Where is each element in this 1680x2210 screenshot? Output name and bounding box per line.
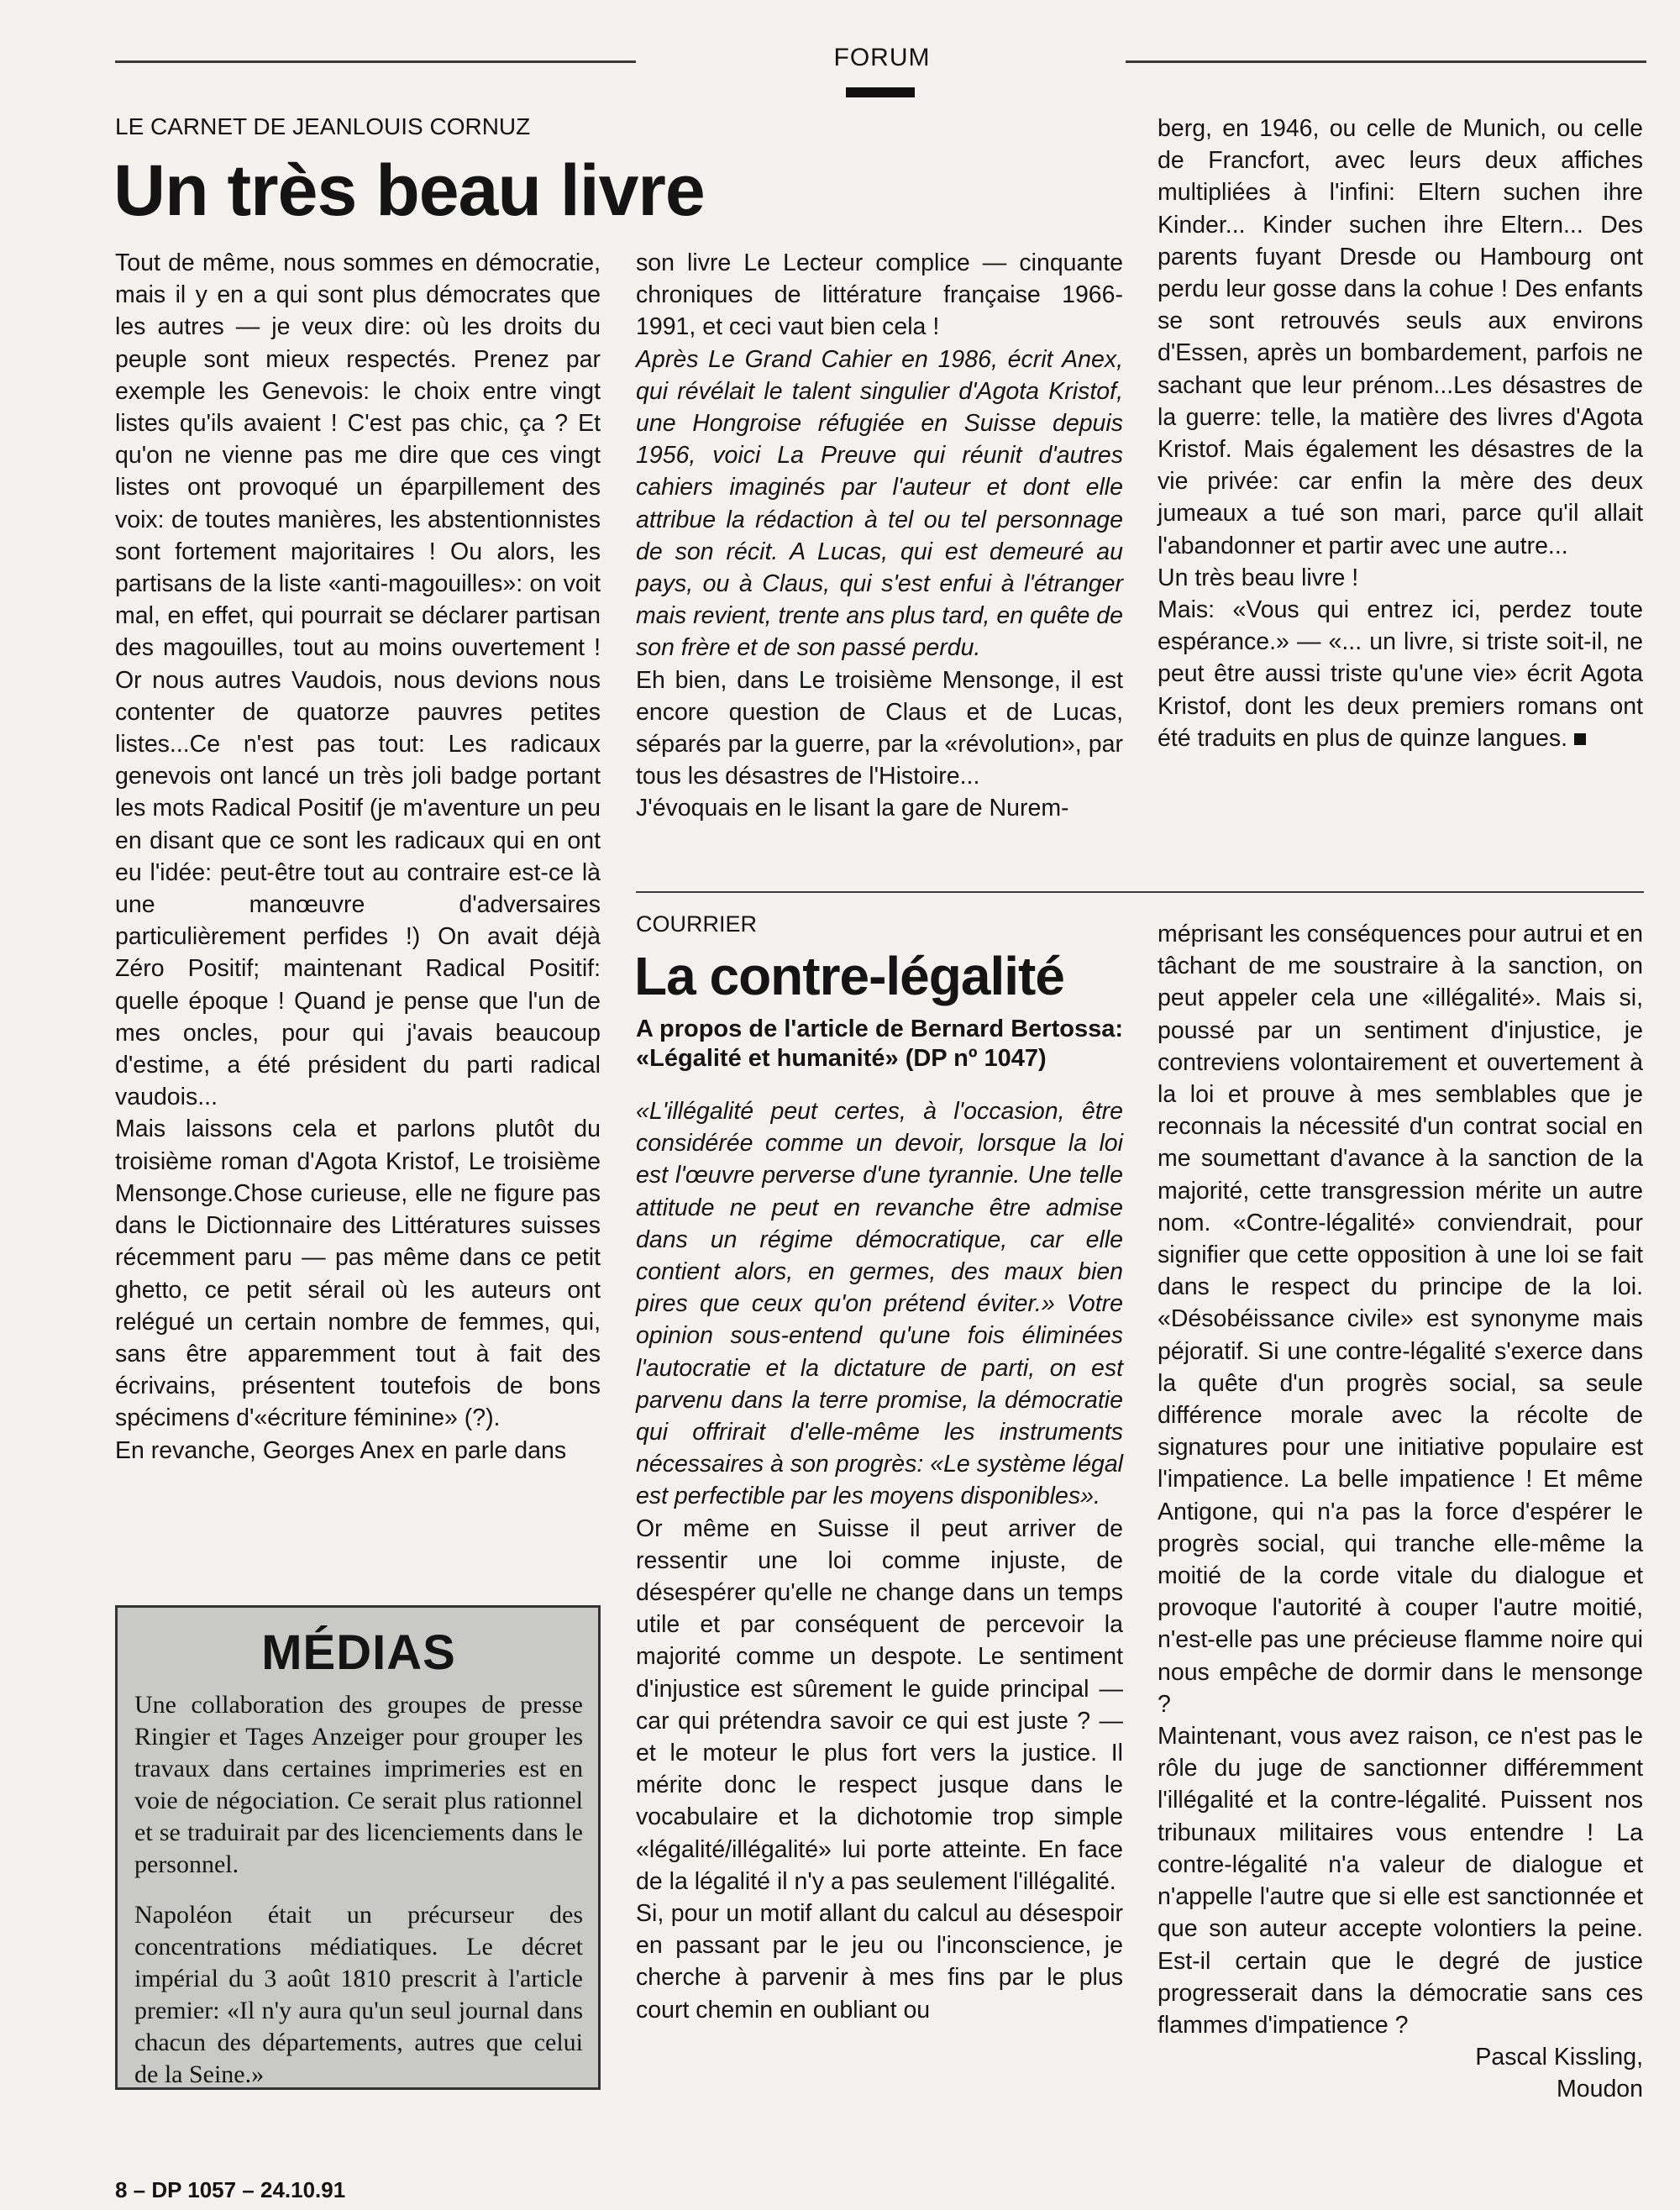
medias-title: MÉDIAS — [261, 1625, 456, 1680]
paragraph-last: Mais: «Vous qui entrez ici, perdez toute espérance.» — «... un livre, si triste soit-il, ne peut être aussi triste qu'une vie» écrit Agota Kristof, dont les deux premiers romans ont été traduits en plus de quinze langues. — [1158, 596, 1643, 752]
column-body-col2 — [636, 247, 1123, 825]
paragraph: Eh bien, dans Le troisième Mensonge, il est encore question de Claus et de Lucas, séparés par la guerre, par la «révolution», par tous les désastres de l'Histoire... — [636, 666, 1123, 790]
paragraph: Maintenant, vous avez raison, ce n'est pas le rôle du juge de sanctionner différemment l'illégalité et la contre-légalité. Puissent nos tribunaux militaires vous entendre ! La contre-légalité n'a valeur de dialogue et n'appelle l'autre que si elle est sanctionnée et que son auteur accepte volontiers la peine. Est-il certain que le degré de justice progresserait dans la démocratie sans ces flammes d'impatience ? — [1158, 1723, 1643, 2039]
medias-paragraph: Napoléon était un précurseur des concentrations médiatiques. Le décret impérial du 3 août 1810 prescrit à l'article premier: «Il n'y aura qu'un seul journal dans chacun des départements, autres que celui de la Seine.» — [134, 1901, 583, 2088]
paragraph: Si, pour un motif allant du calcul au désespoir en passant par le jeu ou l'inconscience, je cherche à parvenir à mes fins par le plus court chemin en oubliant ou — [636, 1900, 1123, 2024]
header-rule-left — [115, 60, 636, 63]
paragraph: berg, en 1946, ou celle de Munich, ou celle de Francfort, avec leurs deux affiches multipliées à l'infini: Eltern suchen ihre Kinder... Kinder suchen ihre Eltern... Des parents fuyant Dresde ou Hambourg ont perdu leur gosse dans la cohue ! Des enfants se sont retrouvés seuls aux environs d'Essen, après un bombardement, parfois ne sachant que leur prénom...Les désastres de la guerre: telle, la matière des livres d'Agota Kristof. Mais également les désastres de la vie privée: car enfin la mère des deux jumeaux a tué son mari, parce qu'il allait l'abandonner et partir avec une autre... — [1158, 115, 1643, 559]
medias-box — [115, 1605, 601, 2090]
column-body-col1 — [115, 247, 601, 1467]
paragraph: J'évoquais en le lisant la gare de Nurem- — [636, 795, 1069, 822]
column-body-col3 — [1158, 113, 1643, 754]
courrier-deck: A propos de l'article de Bernard Bertossa: «Légalité et humanité» (DP nº 1047) — [636, 1016, 1123, 1072]
paragraph: Mais laissons cela et parlons plutôt du troisième roman d'Agota Kristof, Le troisième Mensonge.Chose curieuse, elle ne figure pas dans le Dictionnaire des Littératures suisses récemment paru — pas même dans ce petit ghetto, ce petit sérail où les auteurs ont relégué un certain nombre de femmes, qui, sans être apparemment tout à fait des écrivains, présentent toutefois de bons spécimens d'«écriture féminine» (?). — [115, 1115, 601, 1432]
courrier-kicker: COURRIER — [636, 911, 758, 937]
courrier-title: La contre-légalité — [634, 946, 1064, 1006]
paragraph: Or même en Suisse il peut arriver de ressentir une loi comme injuste, de désespérer qu'elle ne change dans un temps utile et par conséquent de percevoir la majorité comme un despote. Le sentiment d'injustice est sûrement le guide principal — car qui prétendra savoir ce qui est juste ? — et le moteur le plus fort vers la justice. Il mérite donc le respect jusque dans le vocabulaire et la dichotomie trop simple «légalité/illégalité» lui porte atteinte. En face de la légalité il n'y a pas seulement l'illégalité. — [636, 1514, 1123, 1895]
page-footer: 8 – DP 1057 – 24.10.91 — [115, 2177, 346, 2202]
paragraph: méprisant les conséquences pour autrui et en tâchant de me soustraire à la sanction, on peut appeler cela une «illégalité». Mais si, poussé par un sentiment d'injustice, je contreviens volontairement et ouvertement à la loi et prouve à mes semblables que je reconnais la nécessité d'un contrat social en me soumettant d'avance à la sanction de la majorité, cette transgression mérite un autre nom. «Contre-légalité» conviendrait, pour signifier que cette opposition à une loi se fait dans le respect du principe de la loi. «Désobéissance civile» est synonyme mais péjoratif. Si une contre-légalité s'exerce dans la quête d'un progrès social, sa seule différence morale avec la récolte de signatures pour une initiative populaire est l'impatience. La belle impatience ! Et même Antigone, qui n'a pas la force d'espérer le progrès social, qui tranche elle-même la moitié de la corde vitale du dialogue et provoque l'autorité à couper l'autre moitié, n'est-elle pas une précieuse flamme noire qui nous empêche de dormir dans le mensonge ? — [1158, 921, 1643, 1718]
column-kicker: LE CARNET DE JEANLOUIS CORNUZ — [115, 113, 531, 139]
header-rule-right — [1126, 60, 1646, 63]
column-title: Un très beau livre — [113, 150, 705, 231]
signature-name: Pascal Kissling, — [1475, 2044, 1643, 2071]
section-marker — [846, 87, 915, 97]
signature-place: Moudon — [1557, 2076, 1643, 2103]
medias-paragraph: Une collaboration des groupes de presse Ringier et Tages Anzeiger pour grouper les travaux dans certaines imprimeries est en voie de négociation. Ce serait plus rationnel et se traduirait par des licenciements dans le personnel. — [134, 1691, 583, 1878]
courrier-rule — [636, 891, 1644, 893]
paragraph: Après Le Grand Cahier en 1986, écrit Anex, qui révélait le talent singulier d'Agota Kristof, une Hongroise réfugiée en Suisse depuis 1956, voici La Preuve qui réunit d'autres cahiers imaginés par l'auteur et dont elle attribue la rédaction à tel ou tel personnage de son récit. A Lucas, qui est demeuré au pays, ou à Claus, qui s'est enfui à l'étranger mais revient, trente ans plus tard, en quête de son frère et de son passé perdu. — [636, 345, 1123, 662]
paragraph: Tout de même, nous sommes en démocratie, mais il y en a qui sont plus démocrates que les autres — je veux dire: où les droits du peuple sont mieux respectés. Prenez par exemple les Genevois: le choix entre vingt listes qu'ils avaient ! C'est pas chic, ça ? Et qu'on ne vienne pas me dire que ces vingt listes ont provoqué un éparpillement des voix: de toutes manières, les abstentionnistes sont fortement majoritaires ! Ou alors, les partisans de la liste «anti-magouilles»: on voit mal, en effet, qui pourrait se déclarer partisan des magouilles, tout au moins ouvertement ! Or nous autres Vaudois, nous devions nous contenter de quatorze pauvres petites listes...Ce n'est pas tout: Les radicaux genevois ont lancé un très joli badge portant les mots Radical Positif (je m'aventure un peu en disant que ce sont les radicaux qui en ont eu l'idée: peut-être tout au contraire est-ce là une manœuvre d'adversaires particulièrement perfides !) On avait déjà Zéro Positif; maintenant Radical Positif: quelle époque ! Quand je pense que l'un de mes oncles, pour qui j'avais beaucoup d'estime, a été président du parti radical vaudois... — [115, 249, 601, 1111]
end-mark — [1574, 733, 1586, 745]
section-label: FORUM — [833, 44, 931, 71]
paragraph: «L'illégalité peut certes, à l'occasion, être considérée comme un devoir, lorsque la loi est l'œuvre perverse d'une tyrannie. Une telle attitude ne peut en revanche être admise dans un régime démocratique, car elle contient alors, en germes, des maux bien pires que ceux qu'on prétend éviter.» Votre opinion sous-entend qu'une fois éliminées l'autocratie et la dictature de parti, on est parvenu dans la terre promise, la démocratie qui offrirait d'elle-même les instruments nécessaires à son progrès: «Le système légal est perfectible par les moyens disponibles». — [636, 1098, 1123, 1510]
courrier-body-col2 — [636, 1015, 1123, 2026]
paragraph: son livre Le Lecteur complice — cinquante chroniques de littérature française 1966-1991, et ceci vaut bien cela ! — [636, 249, 1123, 341]
paragraph: Un très beau livre ! — [1158, 564, 1359, 591]
courrier-body-col3 — [1158, 918, 1643, 2106]
paragraph: En revanche, Georges Anex en parle dans — [115, 1436, 567, 1464]
